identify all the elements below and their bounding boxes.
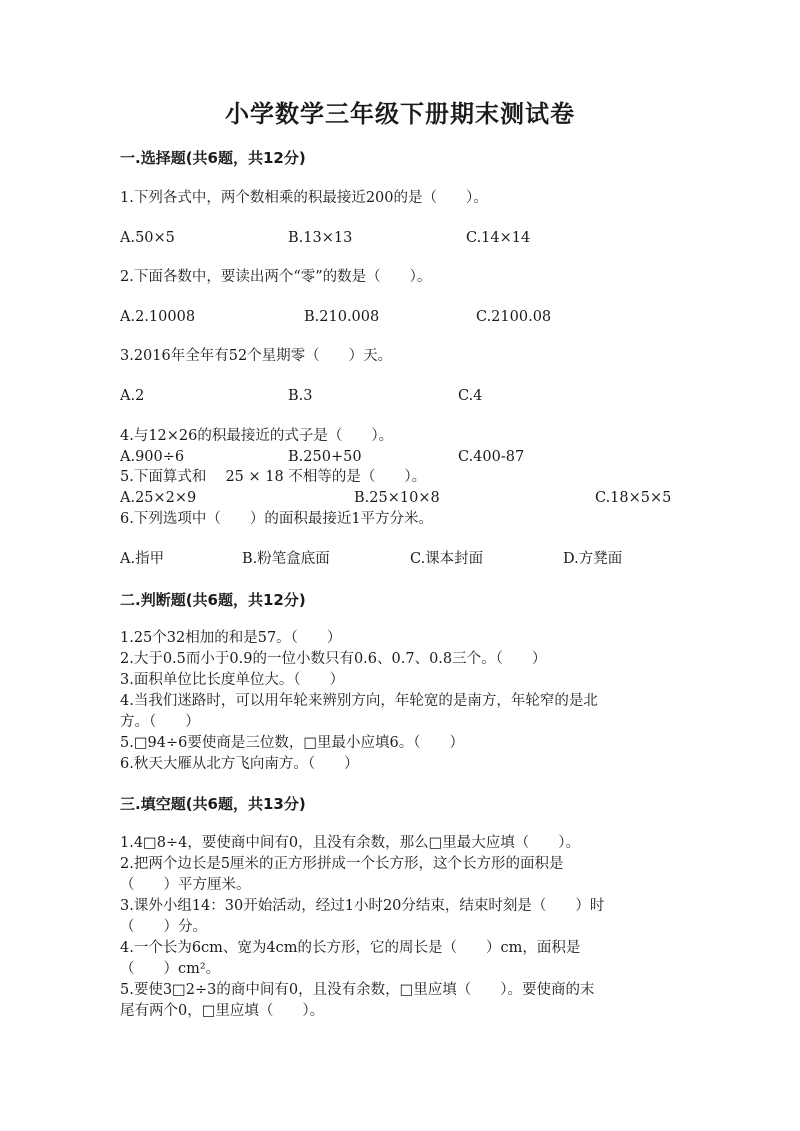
option-a: A.900÷6 xyxy=(120,449,185,465)
option-c: C.18×5×5 xyxy=(595,490,672,506)
fill-line: 5.要使3□2÷3的商中间有0，且没有余数，□里应填（ ）。要使商的末 xyxy=(120,982,595,998)
judge-line: 5.□94÷6要使商是三位数，□里最小应填6。（ ） xyxy=(120,735,465,751)
fill-line: （ ）平方厘米。 xyxy=(120,877,251,893)
judge-line: 4.当我们迷路时，可以用年轮来辨别方向，年轮宽的是南方，年轮窄的是北 xyxy=(120,693,598,709)
fill-line: 1.4□8÷4，要使商中间有0，且没有余数，那么□里最大应填（ ）。 xyxy=(120,835,581,851)
section-heading-choice: 一.选择题(共6题，共12分) xyxy=(120,149,306,167)
option-b: B.13×13 xyxy=(288,230,353,246)
option-a: A.2 xyxy=(120,388,145,404)
fill-line: 2.把两个边长是5厘米的正方形拼成一个长方形，这个长方形的面积是 xyxy=(120,856,564,872)
option-c: C.14×14 xyxy=(466,230,531,246)
page-title: 小学数学三年级下册期末测试卷 xyxy=(225,99,575,128)
option-b: B.25×10×8 xyxy=(354,490,440,506)
question-text: 6.下列选项中（ ）的面积最接近1平方分米。 xyxy=(120,511,434,527)
fill-line: 4.一个长为6cm、宽为4cm的长方形，它的周长是（ ）cm，面积是 xyxy=(120,940,581,956)
fill-line: 尾有两个0，□里应填（ ）。 xyxy=(120,1003,325,1019)
question-text: 5.下面算式和 25 × 18 不相等的是（ ）。 xyxy=(120,469,427,485)
option-a: A.2.10008 xyxy=(120,309,196,325)
fill-line: 3.课外小组14：30开始活动，经过1小时20分结束，结束时刻是（ ）时 xyxy=(120,898,605,914)
option-c: C.课本封面 xyxy=(410,551,484,567)
fill-line: （ ）分。 xyxy=(120,919,207,935)
option-a: A.50×5 xyxy=(120,230,175,246)
question-text: 3.2016年全年有52个星期零（ ）天。 xyxy=(120,348,393,364)
option-a: A.指甲 xyxy=(120,551,165,567)
option-c: C.2100.08 xyxy=(476,309,552,325)
option-c: C.400-87 xyxy=(458,449,525,465)
option-b: B.210.008 xyxy=(304,309,380,325)
option-b: B.粉笔盒底面 xyxy=(242,551,330,567)
judge-line: 2.大于0.5而小于0.9的一位小数只有0.6、0.7、0.8三个。（ ） xyxy=(120,651,547,667)
option-d: D.方凳面 xyxy=(563,551,623,567)
option-a: A.25×2×9 xyxy=(120,490,197,506)
section-heading-judge: 二.判断题(共6题，共12分) xyxy=(120,591,306,609)
question-text: 2.下面各数中，要读出两个“零”的数是（ ）。 xyxy=(120,269,432,285)
judge-line: 1.25个32相加的和是57。（ ） xyxy=(120,630,342,646)
fill-line: （ ）cm²。 xyxy=(120,961,221,977)
section-heading-fill: 三.填空题(共6题，共13分) xyxy=(120,795,306,813)
judge-line: 6.秋天大雁从北方飞向南方。（ ） xyxy=(120,756,359,772)
option-b: B.3 xyxy=(288,388,313,404)
judge-line: 3.面积单位比长度单位大。（ ） xyxy=(120,672,345,688)
question-text: 4.与12×26的积最接近的式子是（ ）。 xyxy=(120,428,394,444)
option-c: C.4 xyxy=(458,388,483,404)
option-b: B.250+50 xyxy=(288,449,362,465)
question-text: 1.下列各式中，两个数相乘的积最接近200的是（ ）。 xyxy=(120,190,488,206)
judge-line: 方。（ ） xyxy=(120,714,200,730)
